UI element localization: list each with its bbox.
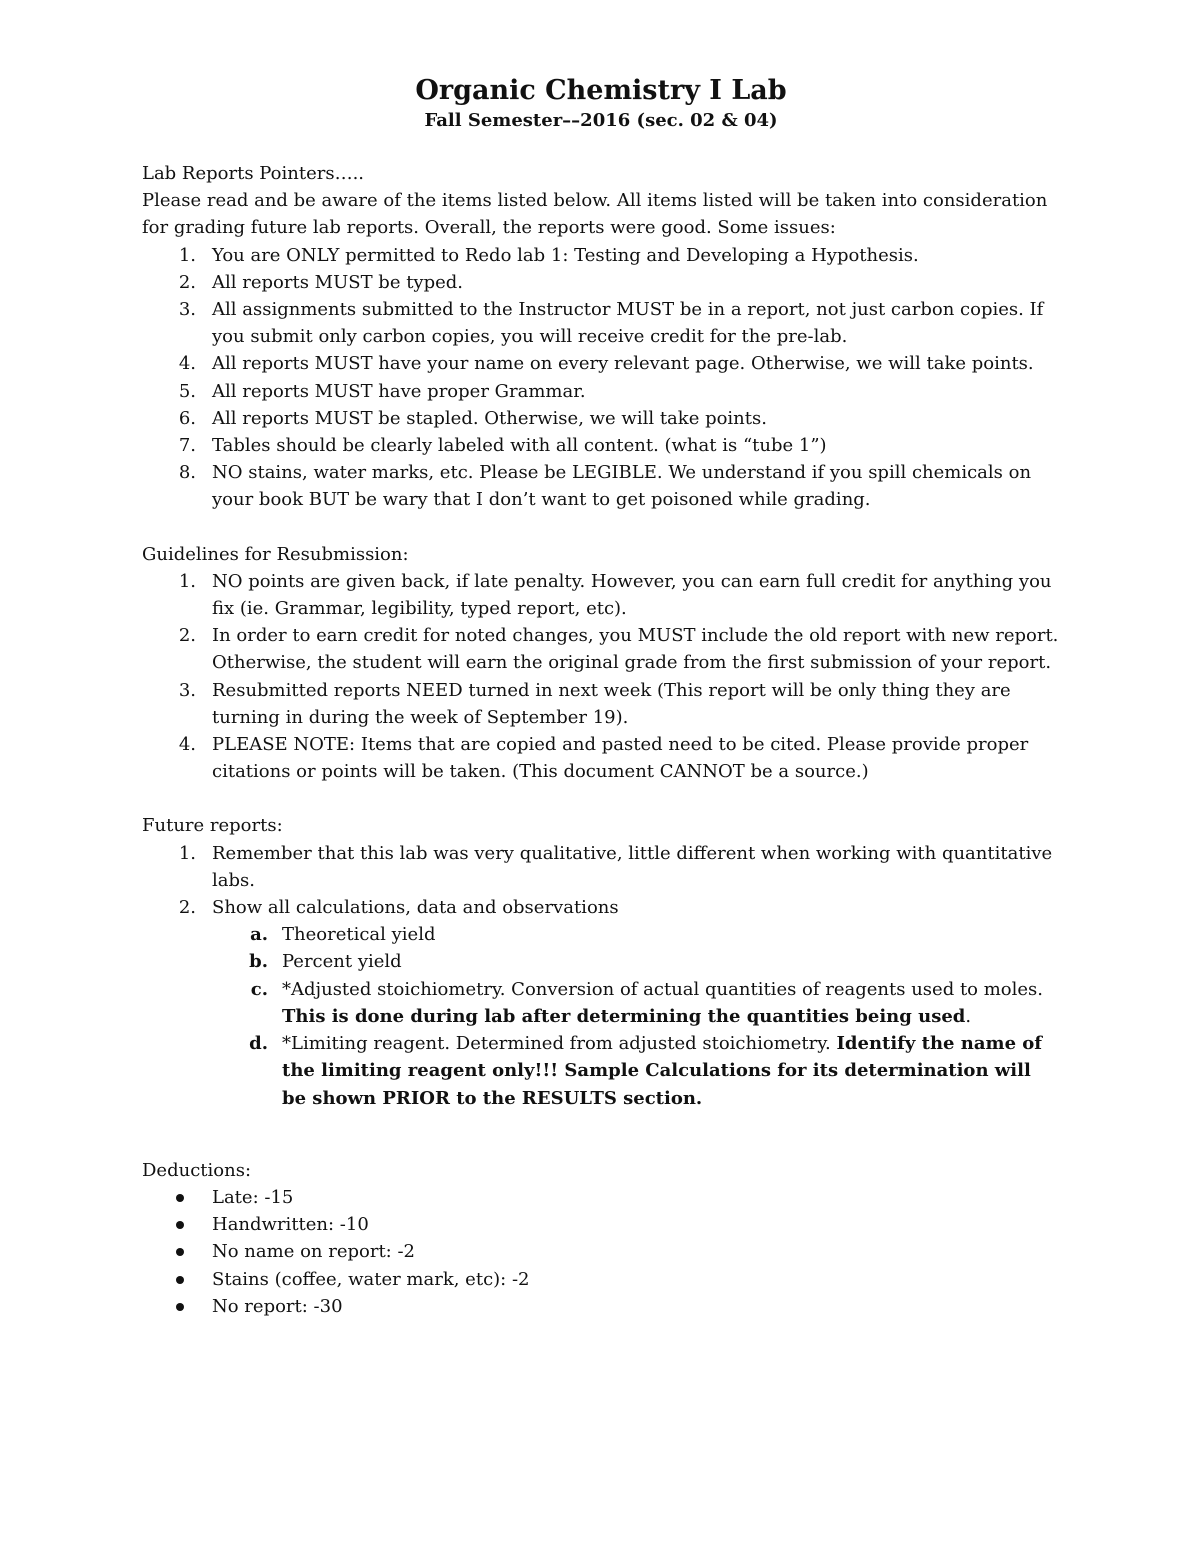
- pointers-list: [142, 242, 1060, 514]
- future-heading: Future reports:: [142, 815, 283, 837]
- list-item-text: Remember that this lab was very qualitative, little different when working with quantitative labs.: [212, 842, 1053, 891]
- list-letter: b.: [249, 951, 268, 973]
- list-number: 6.: [178, 407, 196, 429]
- sublist-item: [212, 948, 1060, 975]
- bullet-icon: [176, 1221, 184, 1229]
- future-section: [142, 812, 1060, 1111]
- list-item-text: Late: -15: [212, 1186, 294, 1208]
- list-item-text: Resubmitted reports NEED turned in next week (This report will be only thing they are turning in during the week of September 19).: [212, 679, 1011, 728]
- resubmission-heading: Guidelines for Resubmission:: [142, 543, 409, 565]
- sublist-item: [212, 1030, 1060, 1112]
- sublist-item-text: Theoretical yield: [282, 924, 436, 946]
- bullet-icon: [176, 1303, 184, 1311]
- list-letter: a.: [250, 924, 268, 946]
- list-item-text: All reports MUST be typed.: [212, 271, 464, 293]
- list-number: 2.: [178, 897, 196, 919]
- list-item-text: All reports MUST have your name on every relevant page. Otherwise, we will take points.: [212, 353, 1034, 375]
- future-list: [142, 840, 1060, 1112]
- resubmission-section: [142, 541, 1060, 786]
- pointers-section: [142, 160, 1060, 514]
- bullet-icon: [176, 1276, 184, 1284]
- list-item: [142, 378, 1060, 405]
- resubmission-list: [142, 568, 1060, 786]
- list-item-text: No name on report: -2: [212, 1241, 416, 1263]
- list-item-text: Tables should be clearly labeled with all content. (what is “tube 1”): [212, 435, 827, 457]
- sublist-item-end: .: [965, 1005, 972, 1027]
- list-item-text: Show all calculations, data and observations: [212, 897, 619, 919]
- future-sublist: [212, 921, 1060, 1111]
- list-item: [142, 405, 1060, 432]
- list-item: [142, 622, 1060, 676]
- sublist-item-emphasis: This is done during lab after determining the quantities being used: [282, 1005, 966, 1027]
- list-item: [142, 269, 1060, 296]
- list-item: [142, 894, 1060, 1112]
- list-item-text: NO points are given back, if late penalty. However, you can earn full credit for anything you fix (ie. Grammar, legibility, typed report, etc).: [212, 570, 1052, 620]
- list-item-text: NO stains, water marks, etc. Please be LEGIBLE. We understand if you spill chemicals on your book BUT be wary that I don’t want to get poisoned while grading.: [212, 462, 1032, 511]
- bullet-icon: [176, 1194, 184, 1202]
- list-number: 4.: [178, 734, 196, 756]
- sublist-item-text: *Limiting reagent. Determined from adjusted stoichiometry.: [282, 1033, 837, 1055]
- list-number: 4.: [178, 353, 196, 375]
- list-number: 2.: [178, 625, 196, 647]
- list-number: 3.: [178, 679, 196, 701]
- sublist-item-text: Percent yield: [282, 951, 402, 973]
- deductions-section: [142, 1157, 1060, 1320]
- list-item-text: PLEASE NOTE: Items that are copied and pasted need to be cited. Please provide proper citations or points will be taken. (This document CANNOT be a source.): [212, 734, 1029, 783]
- list-number: 7.: [178, 435, 196, 457]
- spacer: [142, 1112, 1060, 1157]
- list-item-text: You are ONLY permitted to Redo lab 1: Testing and Developing a Hypothesis.: [212, 244, 919, 266]
- pointers-intro: Please read and be aware of the items listed below. All items listed will be taken into consideration for grading future lab reports. Overall, the reports were good. Some issues:: [142, 190, 1048, 239]
- list-item: [142, 1238, 1060, 1265]
- list-item-text: All reports MUST have proper Grammar.: [212, 380, 586, 402]
- list-item: [142, 296, 1060, 350]
- list-item: [142, 350, 1060, 377]
- deductions-heading: Deductions:: [142, 1159, 252, 1181]
- sublist-item: [212, 976, 1060, 1030]
- document-subtitle: Fall Semester––2016 (sec. 02 & 04): [424, 110, 778, 131]
- pointers-heading: Lab Reports Pointers…..: [142, 163, 365, 184]
- list-item-text: Stains (coffee, water mark, etc): -2: [212, 1268, 530, 1290]
- sublist-item: [212, 921, 1060, 948]
- list-number: 1.: [178, 244, 196, 266]
- list-letter: c.: [250, 978, 268, 1000]
- list-item-text: Handwritten: -10: [212, 1214, 369, 1236]
- list-item: [142, 459, 1060, 513]
- list-number: 5.: [178, 380, 196, 402]
- list-letter: d.: [249, 1033, 268, 1055]
- sublist-item-text: *Adjusted stoichiometry. Conversion of actual quantities of reagents used to moles.: [282, 978, 1044, 1000]
- list-number: 1.: [178, 842, 196, 864]
- list-item-text: All assignments submitted to the Instructor MUST be in a report, not just carbon copies. If you submit only carbon copies, you will receive credit for the pre-lab.: [212, 299, 1044, 348]
- list-item: [142, 568, 1060, 622]
- list-item: [142, 1266, 1060, 1293]
- list-item: [142, 677, 1060, 731]
- list-item-text: All reports MUST be stapled. Otherwise, we will take points.: [212, 407, 767, 429]
- list-number: 8.: [178, 462, 196, 484]
- list-item: [142, 242, 1060, 269]
- bullet-icon: [176, 1248, 184, 1256]
- list-item-text: No report: -30: [212, 1295, 343, 1317]
- sublist-item-emphasis: Identify the name of the limiting reagent only!!! Sample Calculations for its determination will be shown PRIOR to the RESULTS section.: [282, 1033, 1043, 1109]
- list-item: [142, 1184, 1060, 1211]
- list-item: [142, 731, 1060, 785]
- spacer: [142, 785, 1060, 812]
- list-number: 2.: [178, 271, 196, 293]
- list-item: [142, 840, 1060, 894]
- spacer: [142, 514, 1060, 541]
- deductions-list: [142, 1184, 1060, 1320]
- list-item: [142, 1211, 1060, 1238]
- list-number: 3.: [178, 299, 196, 321]
- list-item: [142, 1293, 1060, 1320]
- list-number: 1.: [178, 570, 196, 592]
- list-item: [142, 432, 1060, 459]
- list-item-text: In order to earn credit for noted changes, you MUST include the old report with new report. Otherwise, the student will earn the original grade from the first submission of your report.: [212, 625, 1059, 674]
- document-title: Organic Chemistry I Lab: [415, 75, 787, 106]
